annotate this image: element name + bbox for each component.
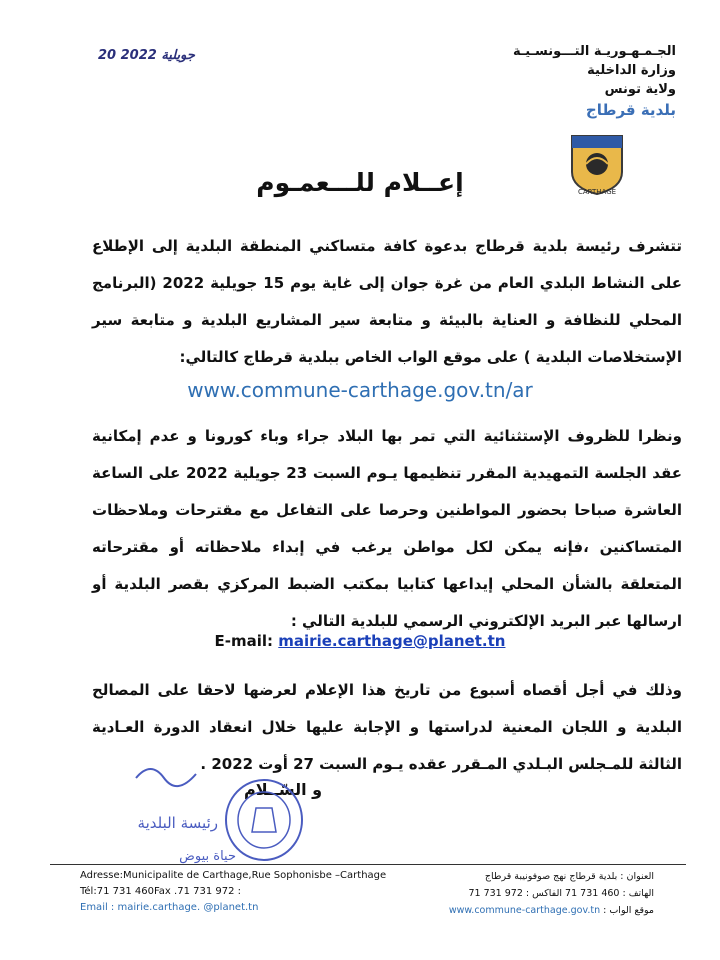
paragraph-covid: ونظرا للظروف الإستثنائية التي تمر بها البلاد جراء وباء كورونا و عدم إمكانية عقد الجلسة التمهيدية المقرر تنظيمها يـوم السبت 23 جويلية 2022 على الساعة العاشرة صباحا بحضور المواطنين وحرصا على التفاعل مع مقترحات وملاحظات المتساكنين ،فإنه يمكن لكل مواطن يرغب في إبداء ملاحظاته أو مقترحاته المتعلقة بالشأن المحلي إيداعها كتابيا بمكتب الضبط المركزي بقصر البلدية أو ارسالها عبر البريد الإلكتروني الرسمي للبلدية التالي : — [92, 427, 682, 630]
closing-text: و السّــلام — [244, 780, 323, 799]
letterhead — [513, 42, 676, 120]
paragraph-deadline: وذلك في أجل أقصاه أسبوع من تاريخ هذا الإعلام لعرضها لاحقا على المصالح البلدية و اللجان المعنية لدراستها و الإجابة عليها خلال انعقاد الدورة العـادية الثالثة للمـجلس البـلدي المـقرر عقده يـوم السبت 27 أوت 2022 . — [92, 681, 682, 773]
footer-phone-fr: Tél:71 731 460Fax .71 731 972 : — [80, 886, 242, 897]
page-title: إعــلام للـــعمـوم — [256, 168, 464, 197]
footer-email-fr[interactable]: Email : mairie.carthage. @planet.tn — [80, 902, 259, 913]
footer-address-ar: العنوان : بلدية قرطاج نهج صوفونيبة قرطاج — [484, 871, 654, 882]
email-link[interactable]: mairie.carthage@planet.tn — [278, 632, 506, 650]
document-date: 20 جويلية 2022 — [98, 48, 195, 63]
footer-address-fr: Adresse:Municipalite de Carthage,Rue Sophonisbe –Carthage — [80, 870, 387, 881]
footer-phone-ar: الهاتف : 460 731 71 الفاكس : 972 731 71 — [468, 888, 654, 899]
footer-website-link[interactable]: www.commune-carthage.gov.tn — [448, 905, 601, 916]
republic-name: الجـمـهـوريـة التـــونسـيـة — [512, 44, 676, 59]
footer-right — [449, 868, 654, 919]
website-link[interactable]: www.commune-carthage.gov.tn/ar — [187, 378, 533, 402]
footer-divider — [50, 864, 686, 865]
email-line — [0, 632, 720, 650]
ministry-name: وزارة الداخلية — [587, 63, 676, 78]
signature-title: رئيسة البلدية — [137, 814, 218, 832]
municipality-name: بلدية قرطاج — [585, 101, 676, 119]
signature-name: حياة بيوض — [179, 849, 236, 864]
paragraph-intro: تتشرف رئيسة بلدية قرطاج بدعوة كافة متساكني المنطقة البلدية إلى الإطلاع على النشاط البلدي العام من غرة جوان إلى غاية يوم 15 جويلية 2022 (البرنامج المحلي للنظافة و العناية بالبيئة و متابعة سير المشاريع البلدية و متابعة سير الإستخلاصات البلدية ) على موقع الواب الخاص ببلدية قرطاج كالتالي: — [92, 237, 683, 366]
logo-text: CARTHAGE — [577, 188, 617, 196]
footer-website-label: موقع الواب : — [603, 905, 654, 916]
signature-stamp — [106, 760, 306, 865]
footer-left — [80, 868, 386, 916]
footer-website-line — [449, 902, 654, 919]
governorate-name: ولاية تونس — [604, 82, 676, 97]
email-label: E-mail: — [214, 632, 274, 650]
